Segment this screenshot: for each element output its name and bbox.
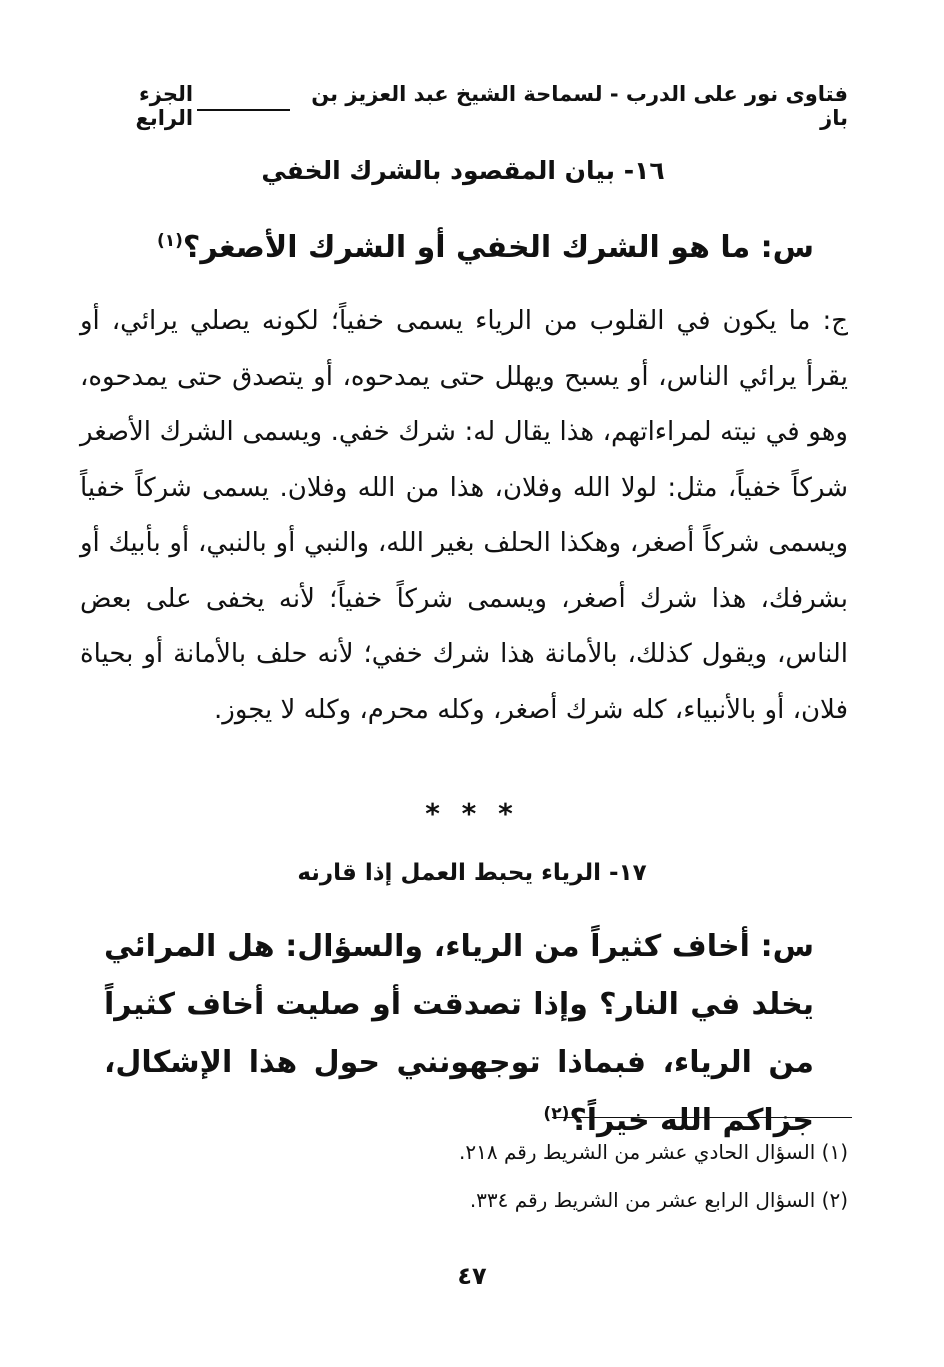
footnote-divider [552,1117,852,1118]
footnote-ref-1[interactable]: (١) [156,231,183,251]
page-number: ٤٧ [457,1262,487,1290]
section-separator: * * * [425,797,519,830]
footnote-1: (١) السؤال الحادي عشر من الشريط رقم ٢١٨. [459,1140,848,1164]
header-volume: الجزء الرابع [135,82,194,130]
running-header [78,82,848,130]
footnote-ref-2[interactable]: (٢) [543,1104,570,1124]
header-rule [197,109,290,111]
footnote-2: (٢) السؤال الرابع عشر من الشريط رقم ٣٣٤. [469,1188,848,1212]
section-16-answer: ج: ما يكون في القلوب من الرياء يسمى خفياً؛ لكونه يصلي يرائي، أو يقرأ يرائي الناس، أو يسبح ويهلل حتى يمدحوه، أو يتصدق حتى يمدحوه، وهو في نيته لمراءاتهم، هذا يقال له: شرك خفي. ويسمى الشرك الأصغر شركاً خفياً، مثل: لولا الله وفلان، هذا من الله وفلان. يسمى شركاً خفياً ويسمى شركاً أصغر، وهكذا الحلف بغير الله، والنبي أو بالنبي، أو بأبيك أو بشرفك، هذا شرك أصغر، ويسمى شركاً خفياً؛ لأنه يخفى على بعض الناس، ويقول كذلك، بالأمانة هذا شرك خفي؛ لأنه حلف بالأمانة أو بحياة فلان، أو بالأنبياء، كله شرك أصغر، وكله محرم، وكله لا يجوز. [80,306,848,725]
section-16-question [94,220,814,276]
section-16-title: ١٦- بيان المقصود بالشرك الخفي [261,156,665,185]
section-17-question [104,918,814,1150]
header-volume-group [78,82,294,130]
question-text: س: ما هو الشرك الخفي أو الشرك الأصغر؟ [182,230,814,265]
question-text: س: أخاف كثيراً من الرياء، والسؤال: هل المرائي يخلد في النار؟ وإذا تصدقت أو صليت أخاف كثيراً من الرياء، فبماذا توجهونني حول هذا الإشكال، جزاكم الله خيراً؟ [104,929,814,1138]
section-17-title: ١٧- الرياء يحبط العمل إذا قارنه [297,860,647,886]
header-book-title: فتاوى نور على الدرب - لسماحة الشيخ عبد العزيز بن باز [311,82,848,130]
